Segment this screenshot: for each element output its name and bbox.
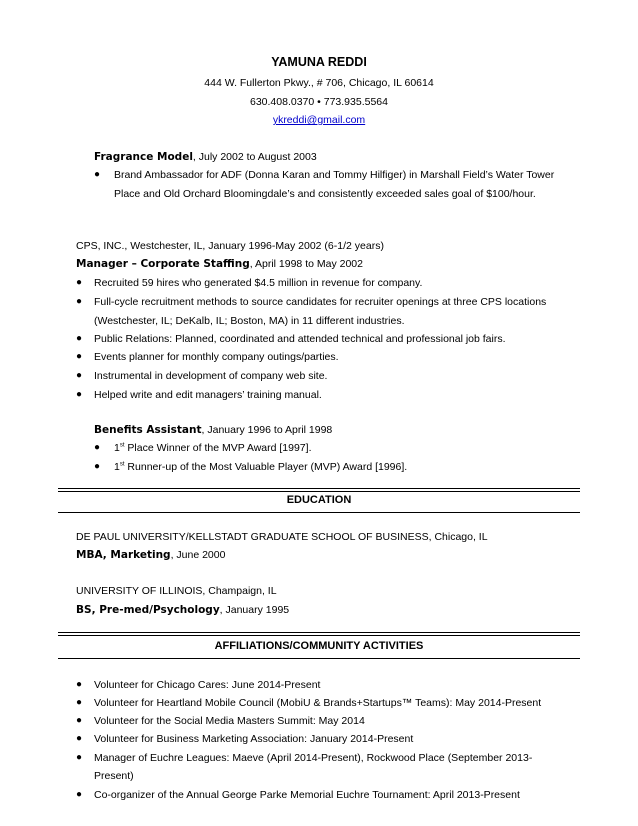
section-heading-affiliations: AFFILIATIONS/COMMUNITY ACTIVITIES (214, 640, 424, 652)
list-item (114, 461, 407, 473)
bullet-icon: ● (76, 679, 83, 690)
section-divider (58, 488, 580, 492)
manager-role (76, 258, 363, 270)
degree-line (76, 604, 289, 616)
list-item: Volunteer for Business Marketing Association: January 2014-Present (94, 733, 414, 745)
award-text: Runner-up of the Most Valuable Player (MVP) Award [1996]. (124, 461, 408, 473)
phone-numbers: 630.408.0370 • 773.935.5564 (250, 96, 388, 108)
ordinal-suffix: st (119, 461, 125, 468)
job-dates: , April 1998 to May 2002 (249, 258, 363, 270)
bullet-icon: ● (76, 389, 83, 400)
bullet-icon: ● (94, 442, 101, 453)
resume-name: YAMUNA REDDI (271, 55, 367, 69)
bullet-icon: ● (76, 370, 83, 381)
job-dates: , January 1996 to April 1998 (201, 424, 333, 436)
degree-title: BS, Pre-med/Psychology (76, 604, 220, 616)
bullet-icon: ● (76, 733, 83, 744)
school-line: DE PAUL UNIVERSITY/KELLSTADT GRADUATE SCHOOL OF BUSINESS, Chicago, IL (76, 531, 488, 543)
bullet-icon: ● (94, 169, 101, 180)
list-item: Volunteer for Chicago Cares: June 2014-Present (94, 679, 321, 691)
bullet-icon: ● (76, 333, 83, 344)
email-link[interactable]: ykreddi@gmail.com (272, 114, 366, 126)
list-item: (Westchester, IL; DeKalb, IL; Boston, MA) in 11 different industries. (94, 315, 405, 327)
bullet-icon: ● (76, 296, 83, 307)
list-item: Brand Ambassador for ADF (Donna Karan and Tommy Hilfiger) in Marshall Field’s Water Tower (114, 169, 555, 181)
list-item: Present) (94, 770, 134, 782)
award-rank: 1 (114, 461, 120, 473)
award-text: Place Winner of the MVP Award [1997]. (124, 442, 312, 454)
email-row (0, 114, 638, 126)
section-heading-education: EDUCATION (286, 494, 352, 506)
benefits-role (94, 424, 332, 436)
degree-line (76, 549, 225, 561)
section-divider (58, 632, 580, 636)
bullet-icon: ● (76, 789, 83, 800)
list-item: Helped write and edit managers’ training manual. (94, 389, 322, 401)
list-item: Events planner for monthly company outings/parties. (94, 351, 339, 363)
job-dates: , July 2002 to August 2003 (192, 151, 317, 163)
list-item: Volunteer for Heartland Mobile Council (MobiU & Brands+Startups™ Teams): May 2014-Present (94, 697, 542, 709)
job-title: Fragrance Model (94, 151, 193, 163)
job-title: Manager – Corporate Staffing (76, 258, 250, 270)
bullet-icon: ● (76, 752, 83, 763)
list-item: Instrumental in development of company web site. (94, 370, 328, 382)
degree-date: , June 2000 (170, 549, 226, 561)
list-item (114, 442, 311, 454)
job-title: Benefits Assistant (94, 424, 202, 436)
fragrance-role (94, 151, 317, 163)
section-divider (58, 512, 580, 513)
award-rank: 1 (114, 442, 120, 454)
list-item: Recruited 59 hires who generated $4.5 million in revenue for company. (94, 277, 423, 289)
company-line: CPS, INC., Westchester, IL, January 1996-May 2002 (6-1/2 years) (76, 240, 384, 252)
list-item: Public Relations: Planned, coordinated and attended technical and professional job fairs. (94, 333, 506, 345)
bullet-icon: ● (76, 715, 83, 726)
bullet-icon: ● (76, 697, 83, 708)
bullet-icon: ● (76, 277, 83, 288)
bullet-icon: ● (76, 351, 83, 362)
list-item: Full-cycle recruitment methods to source candidates for recruiter openings at three CPS locations (94, 296, 547, 308)
school-line: UNIVERSITY OF ILLINOIS, Champaign, IL (76, 585, 277, 597)
list-item: Manager of Euchre Leagues: Maeve (April 2014-Present), Rockwood Place (September 2013- (94, 752, 533, 764)
list-item: Co-organizer of the Annual George Parke Memorial Euchre Tournament: April 2013-Present (94, 789, 520, 801)
degree-date: , January 1995 (219, 604, 290, 616)
section-divider (58, 658, 580, 659)
list-item: Volunteer for the Social Media Masters Summit: May 2014 (94, 715, 365, 727)
degree-title: MBA, Marketing (76, 549, 171, 561)
bullet-icon: ● (94, 461, 101, 472)
ordinal-suffix: st (119, 442, 125, 449)
address: 444 W. Fullerton Pkwy., # 706, Chicago, IL 60614 (204, 77, 434, 89)
list-item: Place and Old Orchard Bloomingdale’s and consistently exceeded sales goal of $100/hour. (114, 188, 536, 200)
